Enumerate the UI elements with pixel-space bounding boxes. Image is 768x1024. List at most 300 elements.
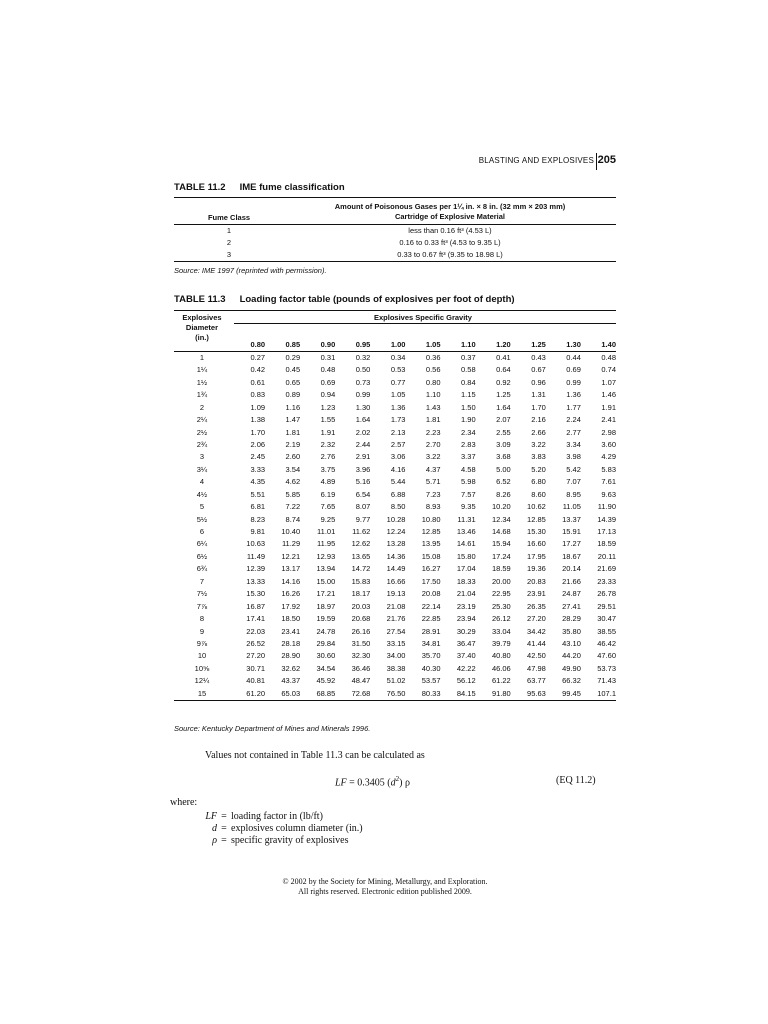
loading-factor-cell: 1.05 [390, 390, 406, 400]
table-11-3-label: TABLE 11.3 [174, 294, 226, 305]
loading-factor-cell: 21.08 [386, 601, 406, 611]
loading-factor-cell: 21.69 [597, 564, 616, 574]
table-11-3-title [174, 294, 515, 305]
loading-factor-cell: 1.30 [355, 402, 371, 412]
loading-factor-cell: 12.85 [527, 514, 546, 524]
table-row [174, 576, 616, 588]
diameter-cell: 10 [197, 651, 207, 661]
diameter-cell: 9 [199, 626, 205, 636]
page-number: 205 [597, 154, 616, 166]
loading-factor-cell: 18.59 [597, 539, 616, 549]
loading-factor-cell: 1.70 [250, 427, 266, 437]
loading-factor-cell: 10.62 [527, 502, 546, 512]
loading-factor-cell: 9.63 [601, 489, 616, 499]
loading-factor-cell: 45.92 [316, 676, 336, 686]
loading-factor-cell: 4.16 [390, 464, 406, 474]
loading-factor-cell: 24.78 [316, 626, 336, 636]
loading-factor-cell: 15.08 [421, 551, 441, 561]
loading-factor-cell: 2.06 [250, 439, 266, 449]
loading-factor-values [230, 638, 616, 650]
loading-factor-cell: 3.54 [285, 464, 301, 474]
amount-cell: less than 0.16 ft³ (4.53 L) [408, 226, 492, 236]
loading-factor-cell: 20.00 [491, 576, 511, 586]
gravity-header-cell: 1.30 [566, 340, 581, 350]
table-row [174, 501, 616, 513]
loading-factor-cell: 27.20 [246, 651, 266, 661]
definition-symbol: d [212, 823, 217, 834]
loading-factor-values [230, 464, 616, 476]
diameter-cell: 3¼ [196, 464, 208, 474]
loading-factor-cell: 17.21 [316, 589, 336, 599]
loading-factor-cell: 2.23 [425, 427, 441, 437]
loading-factor-cell: 80.33 [421, 688, 441, 698]
loading-factor-cell: 0.29 [285, 352, 301, 362]
loading-factor-cell: 38.38 [386, 663, 406, 673]
loading-factor-cell: 20.08 [421, 589, 441, 599]
table-bottom-rule [174, 261, 616, 262]
loading-factor-cell: 26.78 [597, 589, 616, 599]
loading-factor-cell: 12.34 [491, 514, 511, 524]
diameter-cell: 7 [199, 576, 205, 586]
loading-factor-cell: 1.46 [601, 390, 616, 400]
loading-factor-cell: 26.52 [246, 638, 266, 648]
loading-factor-cell: 9.25 [320, 514, 336, 524]
loading-factor-cell: 33.04 [491, 626, 511, 636]
loading-factor-cell: 13.46 [456, 527, 476, 537]
loading-factor-cell: 10.20 [491, 502, 511, 512]
loading-factor-cell: 107.1 [597, 688, 616, 698]
loading-factor-cell: 18.50 [281, 614, 301, 624]
loading-factor-cell: 32.30 [351, 651, 371, 661]
loading-factor-cell: 4.89 [320, 477, 336, 487]
loading-factor-cell: 20.03 [351, 601, 371, 611]
loading-factor-cell: 15.00 [316, 576, 336, 586]
table-row [174, 414, 616, 426]
loading-factor-cell: 61.22 [491, 676, 511, 686]
loading-factor-cell: 0.48 [601, 352, 616, 362]
loading-factor-cell: 2.70 [425, 439, 441, 449]
loading-factor-cell: 9.77 [355, 514, 371, 524]
loading-factor-values [230, 414, 616, 426]
loading-factor-cell: 12.24 [386, 527, 406, 537]
loading-factor-cell: 28.18 [281, 638, 301, 648]
diameter-header-line2: Diameter [185, 323, 219, 333]
diameter-cell: 4½ [196, 489, 208, 499]
loading-factor-cell: 13.95 [421, 539, 441, 549]
loading-factor-cell: 17.04 [456, 564, 476, 574]
loading-factor-cell: 14.72 [351, 564, 371, 574]
gravity-group-header: Explosives Specific Gravity [374, 313, 472, 323]
loading-factor-values [230, 613, 616, 625]
loading-factor-cell: 2.91 [355, 452, 371, 462]
loading-factor-cell: 14.39 [597, 514, 616, 524]
loading-factor-cell: 11.62 [352, 527, 371, 537]
definition-row [195, 823, 363, 834]
loading-factor-cell: 3.37 [461, 452, 476, 462]
loading-factor-cell: 7.07 [566, 477, 581, 487]
copyright-footer [170, 877, 600, 897]
diameter-cell: 15 [197, 688, 207, 698]
loading-factor-cell: 66.32 [562, 676, 581, 686]
loading-factor-values [230, 514, 616, 526]
loading-factor-cell: 9.35 [461, 502, 476, 512]
table-11-3-source: Source: Kentucky Department of Mines and Minerals 1996. [174, 724, 371, 733]
diameter-header-line1: Explosives [182, 313, 222, 323]
loading-factor-cell: 1.90 [461, 415, 476, 425]
loading-factor-cell: 42.50 [527, 651, 546, 661]
loading-factor-cell: 19.36 [527, 564, 546, 574]
loading-factor-cell: 38.55 [597, 626, 616, 636]
loading-factor-cell: 49.90 [562, 663, 581, 673]
loading-factor-cell: 30.29 [456, 626, 476, 636]
loading-factor-cell: 43.10 [562, 638, 581, 648]
running-header [170, 153, 616, 171]
diameter-cell: 3 [199, 452, 205, 462]
loading-factor-cell: 51.02 [386, 676, 406, 686]
loading-factor-values [230, 538, 616, 550]
loading-factor-cell: 61.20 [246, 688, 266, 698]
loading-factor-cell: 11.31 [457, 514, 476, 524]
table-row [174, 526, 616, 538]
loading-factor-cell: 11.01 [317, 527, 336, 537]
loading-factor-values [230, 476, 616, 488]
table-row [174, 402, 616, 414]
definition-equals: = [221, 811, 227, 822]
where-label: where: [170, 797, 198, 808]
loading-factor-values [230, 650, 616, 662]
table-row [174, 638, 616, 650]
diameter-header [174, 311, 230, 349]
gravity-header-cell: 0.85 [285, 340, 301, 350]
loading-factor-cell: 2.32 [320, 439, 336, 449]
loading-factor-cell: 2.41 [601, 415, 616, 425]
amount-header-line1: Amount of Poisonous Gases per 1¼ in. × 8 in. (32 mm × 203 mm) [334, 202, 566, 212]
loading-factor-values [230, 601, 616, 613]
diameter-cell: 12¼ [194, 676, 210, 686]
loading-factor-cell: 14.16 [281, 576, 301, 586]
diameter-cell: 9⅞ [196, 638, 208, 648]
table-row [174, 538, 616, 550]
loading-factor-values [230, 451, 616, 463]
diameter-cell: 5 [199, 502, 205, 512]
loading-factor-cell: 2.44 [355, 439, 371, 449]
loading-factor-cell: 2.34 [461, 427, 476, 437]
loading-factor-cell: 1.36 [390, 402, 406, 412]
loading-factor-cell: 1.10 [425, 390, 441, 400]
loading-factor-cell: 5.20 [531, 464, 546, 474]
loading-factor-cell: 29.51 [597, 601, 616, 611]
loading-factor-cell: 6.80 [531, 477, 546, 487]
amount-header-line2: Cartridge of Explosive Material [394, 212, 506, 222]
loading-factor-cell: 1.70 [531, 402, 546, 412]
loading-factor-cell: 13.17 [281, 564, 301, 574]
diameter-cell: 10⅝ [194, 663, 210, 673]
loading-factor-cell: 8.60 [531, 489, 546, 499]
loading-factor-cell: 22.95 [491, 589, 511, 599]
loading-factor-cell: 16.26 [281, 589, 301, 599]
table-row [174, 427, 616, 439]
loading-factor-cell: 5.00 [496, 464, 511, 474]
loading-factor-values [230, 551, 616, 563]
table-11-2-body [174, 225, 616, 261]
loading-factor-cell: 12.21 [281, 551, 301, 561]
loading-factor-cell: 8.50 [390, 502, 406, 512]
loading-factor-cell: 3.33 [250, 464, 266, 474]
loading-factor-cell: 17.95 [527, 551, 546, 561]
loading-factor-cell: 0.37 [461, 352, 476, 362]
loading-factor-values [230, 389, 616, 401]
table-11-3-body [174, 352, 616, 700]
loading-factor-values [230, 675, 616, 687]
loading-factor-cell: 84.15 [456, 688, 476, 698]
amount-cell: 0.33 to 0.67 ft³ (9.35 to 18.98 L) [397, 250, 503, 260]
loading-factor-cell: 5.44 [390, 477, 406, 487]
loading-factor-cell: 7.61 [601, 477, 616, 487]
loading-factor-cell: 13.94 [316, 564, 336, 574]
table-11-2-caption: IME fume classification [239, 182, 345, 193]
loading-factor-cell: 5.51 [250, 489, 266, 499]
fume-class-cell: 3 [226, 250, 232, 260]
loading-factor-values [230, 663, 616, 675]
loading-factor-cell: 2.83 [461, 439, 476, 449]
loading-factor-cell: 17.41 [246, 614, 266, 624]
table-row [174, 451, 616, 463]
loading-factor-cell: 13.28 [386, 539, 406, 549]
loading-factor-cell: 4.35 [250, 477, 266, 487]
gravity-header-cell: 0.80 [250, 340, 266, 350]
table-header-row [174, 198, 616, 224]
loading-factor-cell: 71.43 [597, 676, 616, 686]
loading-factor-cell: 4.29 [601, 452, 616, 462]
loading-factor-cell: 33.15 [386, 638, 406, 648]
loading-factor-cell: 0.45 [285, 365, 301, 375]
loading-factor-cell: 1.64 [355, 415, 371, 425]
loading-factor-cell: 44.20 [562, 651, 581, 661]
loading-factor-cell: 7.23 [425, 489, 441, 499]
loading-factor-cell: 5.83 [601, 464, 616, 474]
loading-factor-cell: 25.30 [491, 601, 511, 611]
loading-factor-cell: 37.40 [456, 651, 476, 661]
loading-factor-cell: 20.11 [597, 551, 616, 561]
loading-factor-cell: 6.54 [355, 489, 371, 499]
table-row [174, 514, 616, 526]
loading-factor-cell: 17.92 [281, 601, 301, 611]
table-bottom-rule [174, 700, 616, 701]
loading-factor-cell: 6.19 [320, 489, 336, 499]
loading-factor-cell: 2.76 [320, 452, 336, 462]
loading-factor-cell: 22.03 [246, 626, 266, 636]
loading-factor-cell: 1.91 [320, 427, 336, 437]
loading-factor-cell: 10.63 [246, 539, 266, 549]
gravity-header-cell: 1.00 [390, 340, 406, 350]
loading-factor-cell: 7.57 [461, 489, 476, 499]
loading-factor-cell: 3.75 [320, 464, 336, 474]
diameter-cell: 7⅞ [196, 601, 208, 611]
loading-factor-cell: 23.33 [597, 576, 616, 586]
loading-factor-cell: 11.90 [597, 502, 616, 512]
loading-factor-cell: 31.50 [351, 638, 371, 648]
loading-factor-cell: 0.77 [390, 377, 406, 387]
loading-factor-cell: 13.65 [351, 551, 371, 561]
diameter-cell: 1½ [196, 377, 208, 387]
loading-factor-cell: 12.85 [421, 527, 441, 537]
loading-factor-cell: 0.80 [425, 377, 441, 387]
loading-factor-cell: 11.29 [281, 539, 301, 549]
loading-factor-values [230, 626, 616, 638]
loading-factor-cell: 15.80 [456, 551, 476, 561]
loading-factor-cell: 21.76 [386, 614, 406, 624]
loading-factor-cell: 8.26 [496, 489, 511, 499]
loading-factor-cell: 0.69 [320, 377, 336, 387]
loading-factor-cell: 14.68 [491, 527, 511, 537]
loading-factor-cell: 1.91 [601, 402, 616, 412]
loading-factor-cell: 0.94 [320, 390, 336, 400]
loading-factor-values [230, 402, 616, 414]
loading-factor-cell: 3.60 [601, 439, 616, 449]
loading-factor-cell: 36.46 [351, 663, 371, 673]
loading-factor-cell: 63.77 [527, 676, 546, 686]
loading-factor-cell: 56.12 [456, 676, 476, 686]
loading-factor-cell: 72.68 [351, 688, 371, 698]
diameter-cell: 1¾ [196, 390, 208, 400]
loading-factor-cell: 5.42 [566, 464, 581, 474]
definition-row [195, 811, 323, 822]
loading-factor-cell: 6.81 [250, 502, 266, 512]
loading-factor-cell: 6.88 [390, 489, 406, 499]
loading-factor-cell: 8.07 [355, 502, 371, 512]
diameter-cell: 6½ [196, 551, 208, 561]
loading-factor-cell: 23.19 [456, 601, 476, 611]
loading-factor-cell: 3.68 [496, 452, 511, 462]
loading-factor-cell: 10.40 [281, 527, 301, 537]
loading-factor-cell: 0.83 [250, 390, 266, 400]
loading-factor-cell: 5.85 [285, 489, 301, 499]
loading-factor-cell: 9.81 [250, 527, 266, 537]
loading-factor-cell: 46.06 [491, 663, 511, 673]
gravity-header-cell: 1.20 [496, 340, 511, 350]
diameter-cell: 2½ [196, 427, 208, 437]
loading-factor-cell: 19.59 [316, 614, 336, 624]
loading-factor-cell: 3.09 [496, 439, 511, 449]
diameter-cell: 1¼ [196, 365, 208, 375]
loading-factor-cell: 7.22 [285, 502, 301, 512]
copyright-line1: © 2002 by the Society for Mining, Metallurgy, and Exploration. [282, 877, 488, 886]
loading-factor-cell: 0.34 [390, 352, 406, 362]
loading-factor-cell: 21.66 [562, 576, 581, 586]
loading-factor-cell: 48.47 [351, 676, 371, 686]
loading-factor-cell: 26.35 [527, 601, 546, 611]
loading-factor-cell: 91.80 [491, 688, 511, 698]
loading-factor-cell: 21.04 [456, 589, 476, 599]
loading-factor-cell: 11.95 [317, 539, 336, 549]
loading-factor-cell: 2.45 [250, 452, 266, 462]
loading-factor-cell: 0.67 [531, 365, 546, 375]
definition-row [195, 835, 348, 846]
body-paragraph: Values not contained in Table 11.3 can be calculated as [205, 750, 425, 761]
loading-factor-cell: 0.65 [285, 377, 301, 387]
loading-factor-cell: 10.80 [421, 514, 441, 524]
loading-factor-cell: 2.13 [390, 427, 406, 437]
loading-factor-cell: 22.14 [421, 601, 441, 611]
loading-factor-cell: 0.56 [425, 365, 441, 375]
table-row [174, 352, 616, 364]
gravity-header-cell: 1.40 [601, 340, 616, 350]
loading-factor-cell: 14.61 [456, 539, 476, 549]
loading-factor-cell: 0.64 [496, 365, 511, 375]
loading-factor-cell: 0.31 [320, 352, 336, 362]
loading-factor-cell: 0.41 [496, 352, 511, 362]
table-row [174, 476, 616, 488]
loading-factor-cell: 0.69 [566, 365, 581, 375]
table-11-3 [174, 310, 616, 701]
loading-factor-cell: 28.90 [281, 651, 301, 661]
table-row [174, 364, 616, 376]
loading-factor-cell: 28.91 [421, 626, 441, 636]
loading-factor-cell: 68.85 [316, 688, 336, 698]
loading-factor-cell: 17.13 [597, 527, 616, 537]
loading-factor-cell: 8.93 [425, 502, 441, 512]
loading-factor-values [230, 688, 616, 700]
gravity-header-cell: 1.10 [461, 340, 476, 350]
loading-factor-cell: 34.42 [527, 626, 546, 636]
loading-factor-cell: 0.44 [566, 352, 581, 362]
loading-factor-values [230, 352, 616, 364]
loading-factor-cell: 15.83 [351, 576, 371, 586]
loading-factor-cell: 95.63 [527, 688, 546, 698]
loading-factor-cell: 28.29 [562, 614, 581, 624]
loading-factor-cell: 0.73 [355, 377, 371, 387]
loading-factor-cell: 27.20 [527, 614, 546, 624]
loading-factor-cell: 16.66 [386, 576, 406, 586]
loading-factor-cell: 19.13 [386, 589, 406, 599]
loading-factor-cell: 24.87 [562, 589, 581, 599]
loading-factor-cell: 29.84 [316, 638, 336, 648]
amount-header [284, 202, 616, 222]
loading-factor-cell: 0.61 [250, 377, 266, 387]
fume-class-header: Fume Class [207, 213, 251, 223]
loading-factor-cell: 1.15 [461, 390, 476, 400]
loading-factor-cell: 1.55 [320, 415, 336, 425]
loading-factor-cell: 2.24 [566, 415, 581, 425]
table-row [174, 225, 616, 237]
definition-symbol: ρ [212, 835, 217, 846]
loading-factor-cell: 16.27 [421, 564, 441, 574]
loading-factor-cell: 2.60 [285, 452, 301, 462]
loading-factor-cell: 13.33 [246, 576, 266, 586]
loading-factor-cell: 1.47 [285, 415, 301, 425]
loading-factor-cell: 0.89 [285, 390, 301, 400]
loading-factor-cell: 15.94 [491, 539, 511, 549]
loading-factor-cell: 0.42 [250, 365, 266, 375]
loading-factor-cell: 18.33 [456, 576, 476, 586]
loading-factor-cell: 1.50 [461, 402, 476, 412]
gravity-header [230, 311, 616, 349]
loading-factor-cell: 53.57 [421, 676, 441, 686]
loading-factor-cell: 1.38 [250, 415, 266, 425]
table-row [174, 551, 616, 563]
loading-factor-cell: 1.31 [531, 390, 546, 400]
table-row [174, 601, 616, 613]
table-row [174, 650, 616, 662]
loading-factor-cell: 6.52 [496, 477, 511, 487]
loading-factor-cell: 30.71 [246, 663, 266, 673]
loading-factor-cell: 27.54 [386, 626, 406, 636]
loading-factor-cell: 27.41 [562, 601, 581, 611]
loading-factor-cell: 18.67 [562, 551, 581, 561]
loading-factor-cell: 0.99 [566, 377, 581, 387]
loading-factor-values [230, 364, 616, 376]
loading-factor-cell: 30.47 [597, 614, 616, 624]
